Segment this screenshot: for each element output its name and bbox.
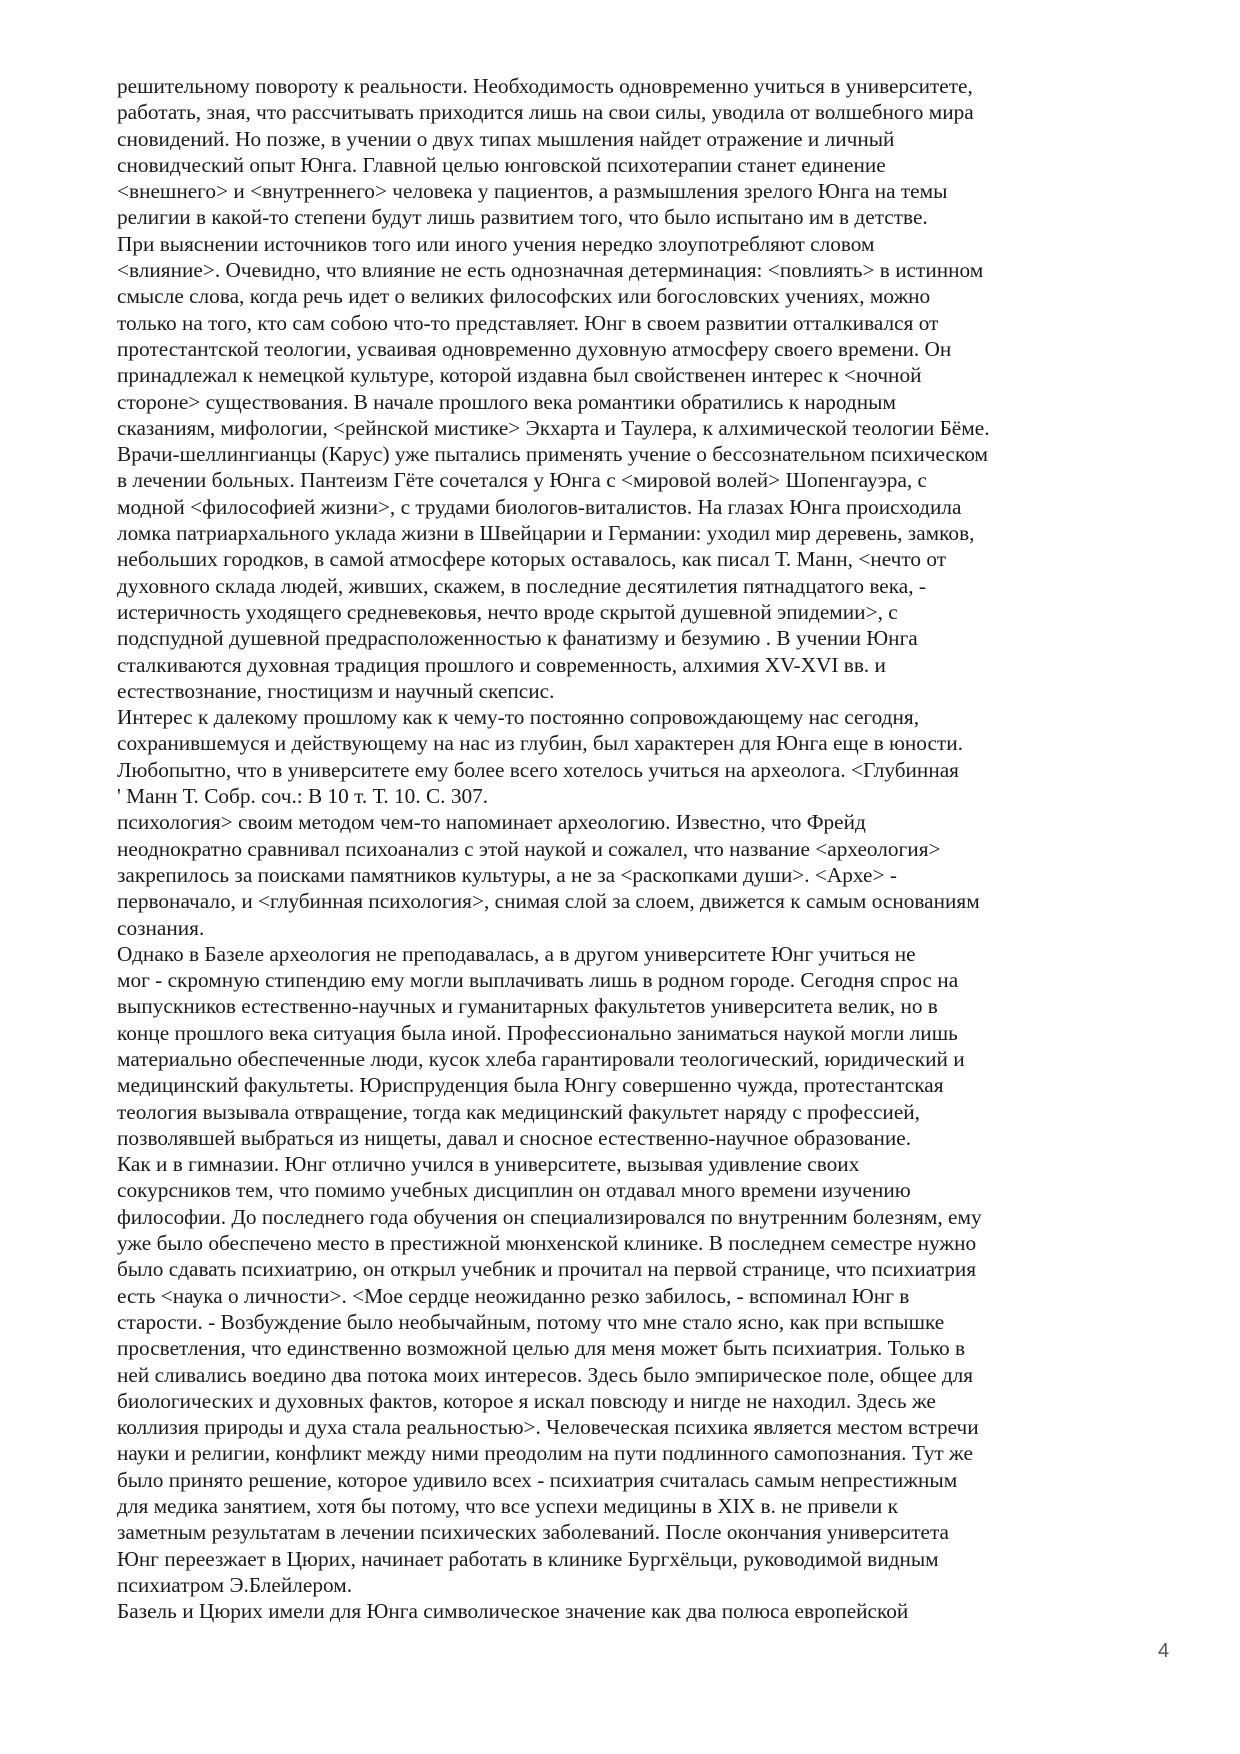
- text-line: в лечении больных. Пантеизм Гёте сочетался у Юнга с <мировой волей> Шопенгауэра, с: [117, 468, 927, 493]
- text-line: При выяснении источников того или иного учения нередко злоупотребляют словом: [117, 231, 875, 256]
- text-line: работать, зная, что рассчитывать приходится лишь на свои силы, уводила от волшебного мира: [117, 100, 974, 125]
- text-line: неоднократно сравнивал психоанализ с этой наукой и сожалел, что название <археология>: [117, 836, 941, 861]
- text-line: сказаниям, мифологии, <рейнской мистике> Экхарта и Таулера, к алхимической теологии Бёме.: [117, 415, 990, 440]
- text-line: Интерес к далекому прошлому как к чему-то постоянно сопровождающему нас сегодня,: [117, 705, 920, 730]
- text-line: биологических и духовных фактов, которое я искал повсюду и нигде не находил. Здесь же: [117, 1388, 936, 1413]
- text-line: истеричность уходящего средневековья, нечто вроде скрытой душевной эпидемии>, с: [117, 599, 898, 624]
- text-line: теология вызывала отвращение, тогда как медицинский факультет наряду с профессией,: [117, 1099, 920, 1124]
- text-line: протестантской теологии, усваивая одновременно духовную атмосферу своего времени. Он: [117, 336, 952, 361]
- text-line: есть <наука о личности>. <Мое сердце неожиданно резко забилось, - вспоминал Юнг в: [117, 1283, 910, 1308]
- text-line: психология> своим методом чем-то напоминает археологию. Известно, что Фрейд: [117, 810, 866, 835]
- text-line: было сдавать психиатрию, он открыл учебник и прочитал на первой странице, что психиатрия: [117, 1257, 977, 1282]
- text-line: просветления, что единственно возможной целью для меня может быть психиатрия. Только в: [117, 1336, 966, 1361]
- text-line: сохранившемуся и действующему на нас из глубин, был характерен для Юнга еще в юности.: [117, 731, 963, 756]
- text-line: небольших городков, в самой атмосфере которых оставалось, как писал Т. Манн, <нечто от: [117, 547, 947, 572]
- footnote-line: ' Манн Т. Собр. соч.: В 10 т. Т. 10. С. 307.: [117, 784, 489, 809]
- page-number: 4: [1158, 1640, 1170, 1662]
- text-line: выпускников естественно-научных и гуманитарных факультетов университета велик, но в: [117, 994, 938, 1019]
- text-line: было принято решение, которое удивило всех - психиатрия считалась самым непрестижным: [117, 1467, 958, 1492]
- text-line: сокурсников тем, что помимо учебных дисциплин он отдавал много времени изучению: [117, 1178, 911, 1203]
- text-line: смысле слова, когда речь идет о великих философских или богословских учениях, можно: [117, 284, 931, 309]
- text-line: духовного склада людей, живших, скажем, в последние десятилетия пятнадцатого века, -: [117, 573, 926, 598]
- text-line: сознания.: [117, 915, 205, 940]
- text-line: для медика занятием, хотя бы потому, что все успехи медицины в XIX в. не привели к: [117, 1494, 898, 1519]
- text-line: заметным результатам в лечении психических заболеваний. После окончания университета: [117, 1520, 950, 1545]
- text-line: модной <философией жизни>, с трудами биологов-виталистов. На глазах Юнга происходила: [117, 494, 962, 519]
- text-line: сновидений. Но позже, в учении о двух типах мышления найдет отражение и личный: [117, 126, 895, 151]
- text-line: подспудной душевной предрасположенностью к фанатизму и безумию . В учении Юнга: [117, 626, 918, 651]
- text-line: <внешнего> и <внутреннего> человека у пациентов, а размышления зрелого Юнга на темы: [117, 179, 948, 204]
- text-line: Как и в гимназии. Юнг отлично учился в университете, вызывая удивление своих: [117, 1152, 860, 1177]
- text-line: первоначало, и <глубинная психология>, снимая слой за слоем, движется к самым основаниям: [117, 889, 980, 914]
- text-line: ней сливались воедино два потока моих интересов. Здесь было эмпирическое поле, общее для: [117, 1362, 974, 1387]
- text-line: принадлежал к немецкой культуре, которой издавна был свойственен интерес к <ночной: [117, 363, 922, 388]
- text-line: ломка патриархального уклада жизни в Швейцарии и Германии: уходил мир деревень, замков,: [117, 521, 975, 546]
- text-line: науки и религии, конфликт между ними преодолим на пути подлинного самопознания. Тут же: [117, 1441, 973, 1466]
- text-line: закрепилось за поисками памятников культуры, а не за <раскопками души>. <Архе> -: [117, 862, 897, 887]
- text-line: коллизия природы и духа стала реальностью>. Человеческая психика является местом встречи: [117, 1415, 979, 1440]
- text-line: Юнг переезжает в Цюрих, начинает работать в клинике Бургхёльци, руководимой видным: [117, 1546, 939, 1571]
- text-line: Врачи-шеллингианцы (Карус) уже пытались применять учение о бессознательном психическом: [117, 442, 988, 467]
- text-line: Базель и Цюрих имели для Юнга символическое значение как два полюса европейской: [117, 1599, 909, 1624]
- text-line: мог - скромную стипендию ему могли выплачивать лишь в родном городе. Сегодня спрос на: [117, 968, 959, 993]
- text-line: естествознание, гностицизм и научный скепсис.: [117, 678, 555, 703]
- text-line: психиатром Э.Блейлером.: [117, 1572, 353, 1597]
- text-line: материально обеспеченные люди, кусок хлеба гарантировали теологический, юридический и: [117, 1046, 965, 1071]
- text-line: религии в какой-то степени будут лишь развитием того, что было испытано им в детстве.: [117, 205, 928, 230]
- text-line: конце прошлого века ситуация была иной. Профессионально заниматься наукой могли лишь: [117, 1020, 958, 1045]
- text-line: уже было обеспечено место в престижной мюнхенской клинике. В последнем семестре нужно: [117, 1231, 977, 1256]
- text-line: только на того, кто сам собою что-то представляет. Юнг в своем развитии отталкивался от: [117, 310, 939, 335]
- text-line: стороне> существования. В начале прошлого века романтики обратились к народным: [117, 389, 896, 414]
- text-line: философии. До последнего года обучения он специализировался по внутренним болезням, ему: [117, 1204, 982, 1229]
- text-line: <влияние>. Очевидно, что влияние не есть однозначная детерминация: <повлиять> в истинном: [117, 258, 984, 283]
- text-line: решительному повороту к реальности. Необходимость одновременно учиться в университете,: [117, 74, 973, 98]
- text-line: сновидческий опыт Юнга. Главной целью юнговской психотерапии станет единение: [117, 152, 886, 177]
- text-line: Любопытно, что в университете ему более всего хотелось учиться на археолога. <Глубинная: [117, 757, 959, 782]
- body-text: [117, 73, 1117, 1625]
- text-line: старости. - Возбуждение было необычайным, потому что мне стало ясно, как при вспышке: [117, 1309, 945, 1334]
- text-line: позволявшей выбраться из нищеты, давал и сносное естественно-научное образование.: [117, 1125, 912, 1150]
- text-line: медицинский факультеты. Юриспруденция была Юнгу совершенно чужда, протестантская: [117, 1073, 944, 1098]
- text-line: сталкиваются духовная традиция прошлого и современность, алхимия XV-XVI вв. и: [117, 652, 886, 677]
- text-line: Однако в Базеле археология не преподавалась, а в другом университете Юнг учиться не: [117, 941, 916, 966]
